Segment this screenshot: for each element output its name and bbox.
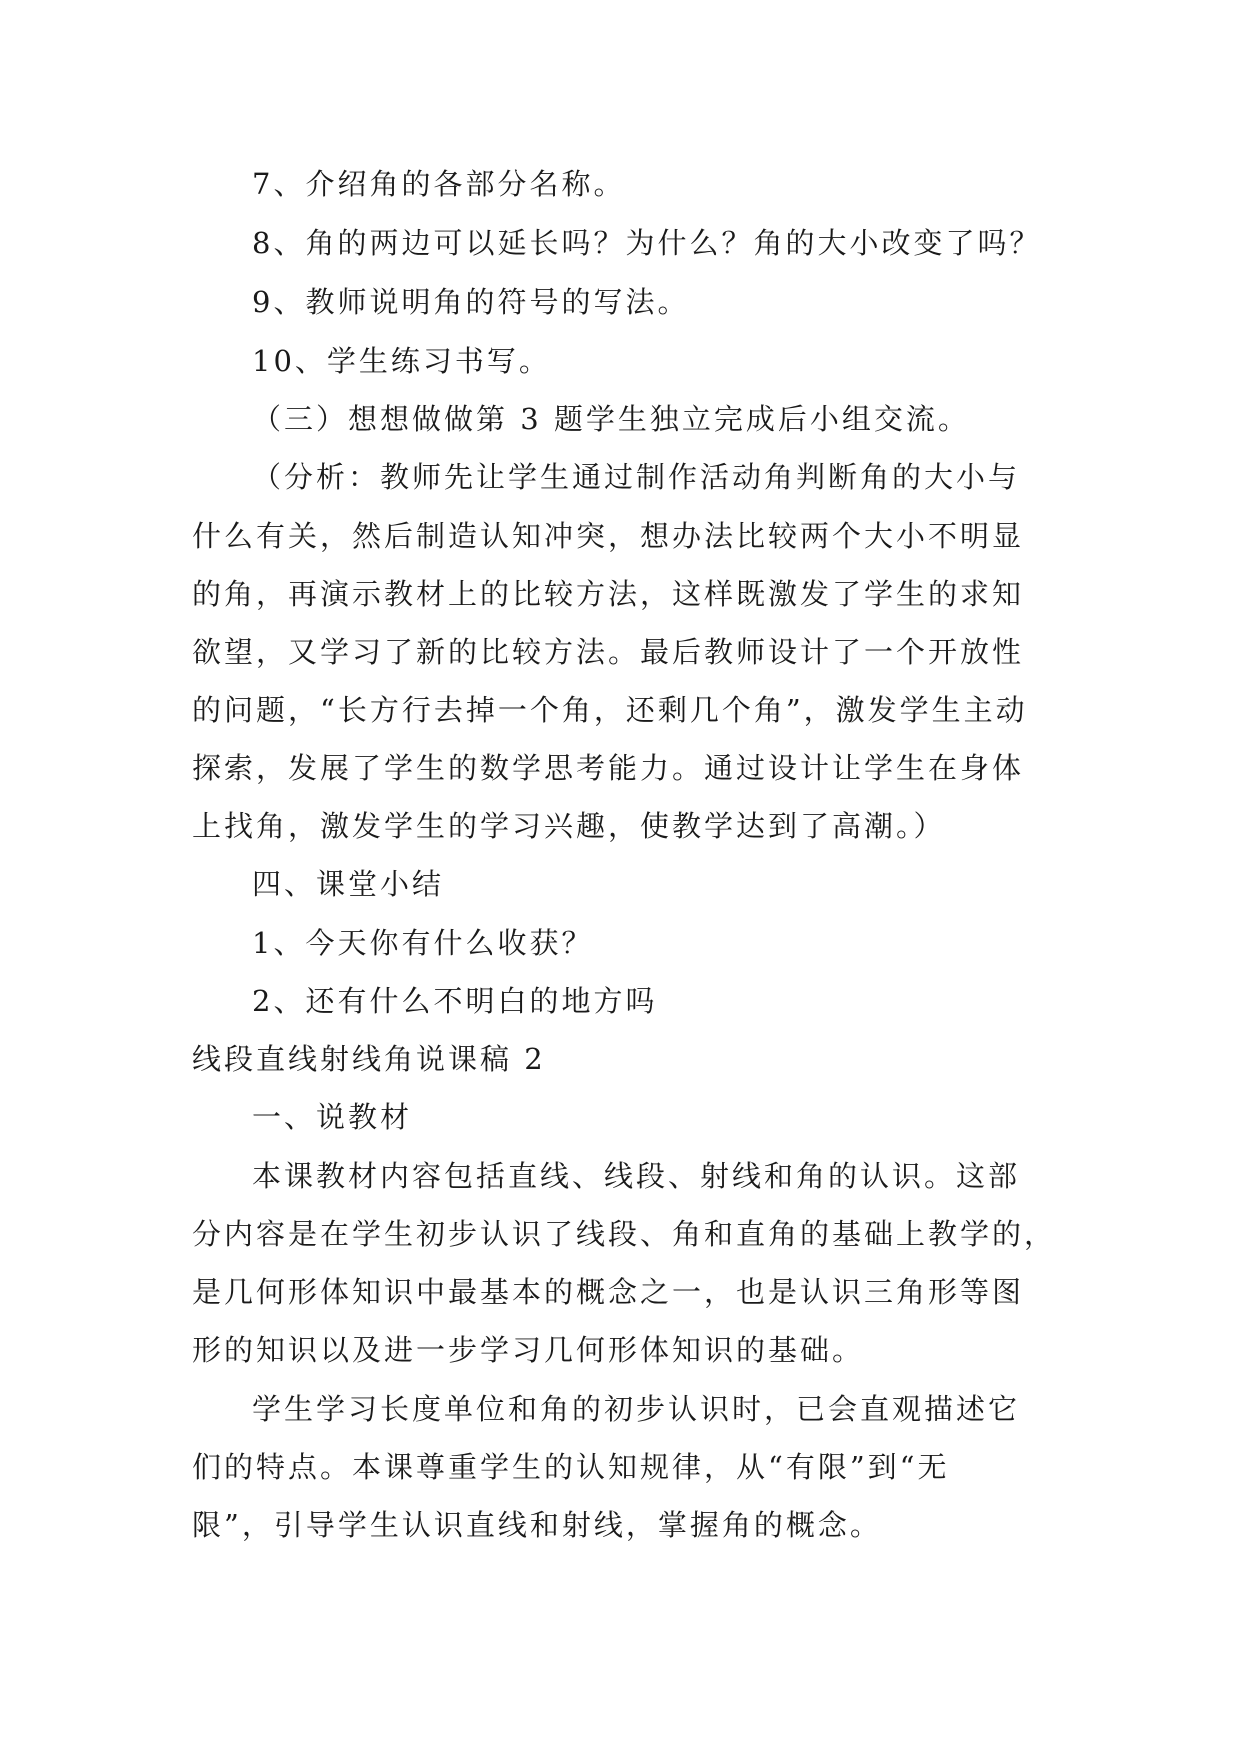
textbook-paragraph-line: 本课教材内容包括直线、线段、射线和角的认识。这部 — [252, 1159, 1021, 1193]
student-paragraph-line: 学生学习长度单位和角的初步认识时，已会直观描述它 — [252, 1392, 1021, 1426]
list-item-9: 9、教师说明角的符号的写法。 — [252, 285, 690, 319]
document-title: 线段直线射线角说课稿 2 — [192, 1042, 546, 1076]
analysis-paragraph-line: （分析：教师先让学生通过制作活动角判断角的大小与 — [252, 460, 1021, 494]
analysis-paragraph-line: 上找角，激发学生的学习兴趣，使教学达到了高潮。） — [192, 809, 946, 843]
student-paragraph-line: 限”，引导学生认识直线和射线，掌握角的概念。 — [192, 1508, 882, 1542]
textbook-paragraph-line: 形的知识以及进一步学习几何形体知识的基础。 — [192, 1333, 865, 1367]
analysis-paragraph-line: 什么有关，然后制造认知冲突，想办法比较两个大小不明显 — [192, 519, 1025, 553]
textbook-paragraph-line: 是几何形体知识中最基本的概念之一，也是认识三角形等图 — [192, 1275, 1025, 1309]
analysis-paragraph-line: 的角，再演示教材上的比较方法，这样既激发了学生的求知 — [192, 577, 1025, 611]
list-item-7: 7、介绍角的各部分名称。 — [252, 167, 626, 201]
analysis-paragraph-line: 探索，发展了学生的数学思考能力。通过设计让学生在身体 — [192, 751, 1025, 785]
student-paragraph-line: 们的特点。本课尊重学生的认知规律，从“有限”到“无 — [192, 1450, 950, 1484]
analysis-paragraph-line: 欲望，又学习了新的比较方法。最后教师设计了一个开放性 — [192, 635, 1025, 669]
section-one-heading: 一、说教材 — [252, 1100, 413, 1134]
section-three-heading: （三）想想做做第 3 题学生独立完成后小组交流。 — [252, 402, 970, 436]
list-item-10: 10、学生练习书写。 — [252, 344, 551, 378]
section-four-heading: 四、课堂小结 — [252, 867, 445, 901]
analysis-paragraph-line: 的问题，“长方行去掉一个角，还剩几个角”，激发学生主动 — [192, 693, 1028, 727]
list-item-8: 8、角的两边可以延长吗？为什么？角的大小改变了吗？ — [252, 226, 1042, 260]
summary-item-2: 2、还有什么不明白的地方吗 — [252, 984, 658, 1018]
textbook-paragraph-line: 分内容是在学生初步认识了线段、角和直角的基础上教学的， — [192, 1217, 1057, 1251]
summary-item-1: 1、今天你有什么收获？ — [252, 926, 594, 960]
